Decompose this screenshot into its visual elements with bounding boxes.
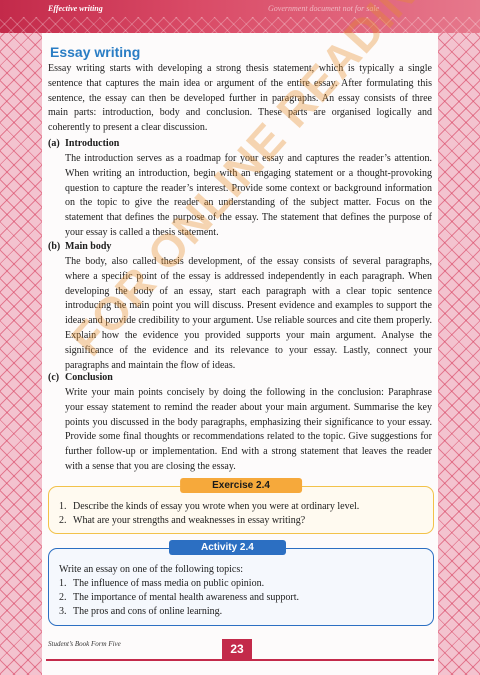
activity-box (48, 542, 434, 626)
item-text: The influence of mass media on public opinion. (73, 578, 265, 589)
item-number: 1. (59, 578, 67, 589)
item-text: The importance of mental health awareness and support. (73, 592, 300, 603)
decorative-border-right (438, 0, 480, 675)
item-number: 2. (59, 515, 67, 526)
item-number: 3. (59, 606, 67, 617)
list-item (59, 577, 423, 591)
section-heading-main-body (48, 240, 111, 254)
list-item (59, 591, 423, 605)
item-number: 2. (59, 592, 67, 603)
activity-list (49, 577, 433, 619)
watermark: FOR ONLINE READING (60, 0, 452, 366)
section-label: (a) (48, 138, 60, 149)
section-heading-introduction (48, 137, 119, 151)
activity-lead: Write an essay on one of the following topics: (59, 564, 243, 575)
item-text: The pros and cons of online learning. (73, 606, 223, 617)
section-label: (b) (48, 241, 61, 252)
section-title: Essay writing (50, 44, 141, 60)
section-label: (c) (48, 372, 60, 383)
item-text: Describe the kinds of essay you wrote when you were at ordinary level. (73, 501, 360, 512)
running-head: Effective writing (48, 4, 103, 13)
section-body-conclusion: Write your main points concisely by doing the following in the conclusion: Paraphrase your essay statement to remind the reader about your main argument. Summarise the key points you discussed in the body paragraphs, emphasizing their significance to your essay. Provide some final thoughts or recommendations related to the topic. Give suggestions for further follow-up or implementation. End with a strong statement that leaves the reader with a sense that you are closing the essay. (65, 387, 432, 472)
section-heading-text: Introduction (65, 138, 120, 149)
activity-title: Activity 2.4 (169, 540, 286, 555)
item-text: What are your strengths and weaknesses in essay writing? (73, 515, 306, 526)
exercise-box (48, 480, 434, 534)
header-bar (0, 0, 480, 33)
section-body-main-body: The body, also called thesis development, of the essay consists of several paragraphs, where a specific point of the essay is addressed independently in each paragraph. When developing the body of an essay, start each paragraph with a clear topic sentence introducing the main point you will discuss. Present evidence and examples to support the ideas and provide credibility to your argument. Use reliable sources and cite them properly. Explain how the evidence you provided supports your main argument. Analyse the significance of the evidence and its relevance to your essay. Lastly, connect your paragraphs and maintain the flow of ideas. (65, 256, 432, 371)
section-heading-conclusion (48, 371, 113, 385)
intro-paragraph: Essay writing starts with developing a strong thesis statement, which is typically a single sentence that captures the main idea or argument of the entire essay. After formulating this sentence, the essay can then be developed further in paragraphs. An essay consists of three main parts: introduction, body and conclusion. These parts are organised logically and coherently to present a clear discussion. (48, 63, 432, 134)
list-item (59, 514, 423, 528)
item-number: 1. (59, 501, 67, 512)
section-heading-text: Main body (65, 241, 112, 252)
decorative-border-left (0, 0, 42, 675)
footer-rule (46, 659, 434, 661)
page-number: 23 (222, 639, 252, 659)
section-heading-text: Conclusion (65, 372, 113, 383)
list-item (59, 605, 423, 619)
list-item (59, 500, 423, 514)
footer-book-title: Student’s Book Form Five (48, 640, 121, 648)
exercise-list (49, 487, 433, 528)
header-faint-text: Government document not for sale (268, 4, 380, 13)
section-body-introduction: The introduction serves as a roadmap for your essay and captures the reader’s attention. When writing an introduction, begin with an engaging statement or a thought-provoking question to capture the reader’s interest. Provide some context or background information on the topic to give the reader an understanding of the subject matter. Focus on the statement that defines the purpose of the essay. The statement that defines the purpose of your essay is called a thesis statement. (65, 153, 432, 238)
exercise-title: Exercise 2.4 (180, 478, 302, 493)
